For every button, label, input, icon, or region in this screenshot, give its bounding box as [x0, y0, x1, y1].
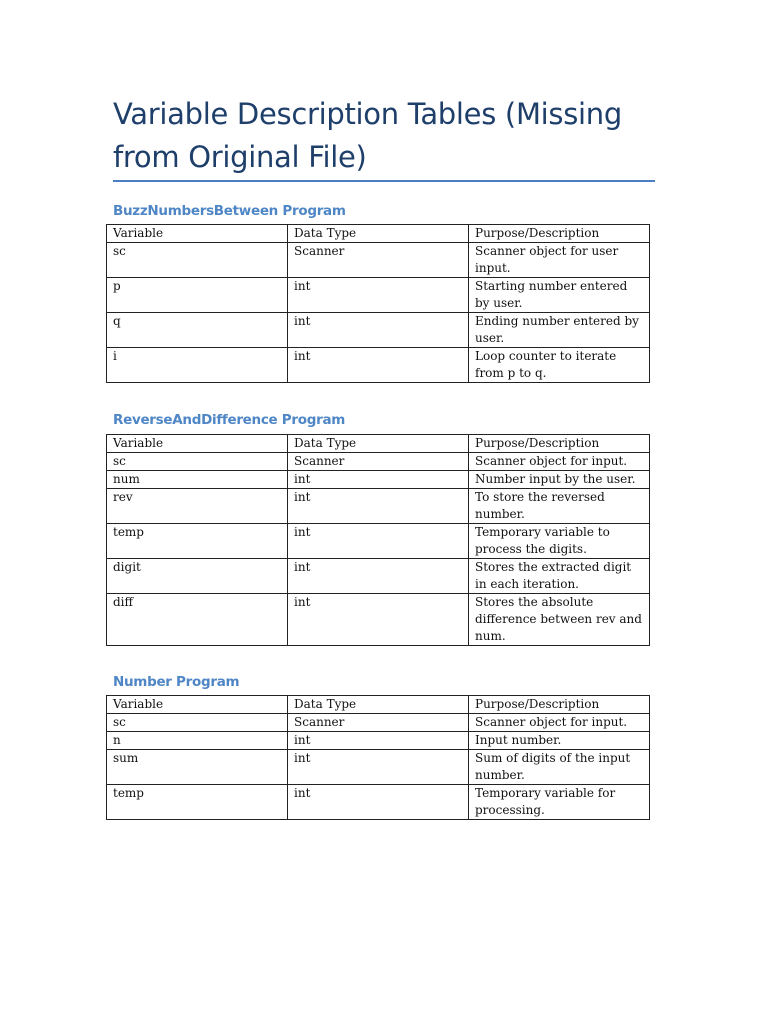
- section-heading-buzz: BuzzNumbersBetween Program: [113, 203, 346, 219]
- cell-variable: n: [107, 732, 288, 750]
- table-header-row: [107, 225, 650, 243]
- cell-data-type: Scanner: [288, 243, 469, 278]
- table-row: [107, 243, 650, 278]
- table-row: [107, 594, 650, 646]
- table-row: [107, 524, 650, 559]
- header-purpose: Purpose/Description: [469, 435, 650, 453]
- header-data-type: Data Type: [288, 696, 469, 714]
- header-variable: Variable: [107, 696, 288, 714]
- cell-purpose: To store the reversed number.: [469, 489, 650, 524]
- cell-variable: temp: [107, 524, 288, 559]
- variable-table-buzz: [106, 224, 650, 383]
- cell-data-type: int: [288, 313, 469, 348]
- table-header-row: [107, 696, 650, 714]
- table-row: [107, 313, 650, 348]
- cell-purpose: Stores the extracted digit in each iteration.: [469, 559, 650, 594]
- cell-data-type: int: [288, 594, 469, 646]
- table-header-row: [107, 435, 650, 453]
- table-row: [107, 732, 650, 750]
- cell-variable: q: [107, 313, 288, 348]
- cell-data-type: int: [288, 471, 469, 489]
- cell-variable: num: [107, 471, 288, 489]
- document-title: Variable Description Tables (Missing from Original File): [113, 97, 622, 174]
- cell-purpose: Number input by the user.: [469, 471, 650, 489]
- cell-purpose: Scanner object for input.: [469, 453, 650, 471]
- table-row: [107, 750, 650, 785]
- table-row: [107, 453, 650, 471]
- header-data-type: Data Type: [288, 435, 469, 453]
- cell-variable: digit: [107, 559, 288, 594]
- cell-purpose: Sum of digits of the input number.: [469, 750, 650, 785]
- cell-variable: diff: [107, 594, 288, 646]
- cell-data-type: int: [288, 559, 469, 594]
- cell-variable: temp: [107, 785, 288, 820]
- section-heading-number: Number Program: [113, 674, 240, 690]
- cell-data-type: int: [288, 489, 469, 524]
- cell-purpose: Loop counter to iterate from p to q.: [469, 348, 650, 383]
- cell-purpose: Starting number entered by user.: [469, 278, 650, 313]
- table-row: [107, 278, 650, 313]
- cell-variable: sc: [107, 714, 288, 732]
- cell-purpose: Input number.: [469, 732, 650, 750]
- table-row: [107, 785, 650, 820]
- cell-variable: p: [107, 278, 288, 313]
- table-row: [107, 714, 650, 732]
- variable-table-number: [106, 695, 650, 820]
- cell-data-type: int: [288, 278, 469, 313]
- table-row: [107, 348, 650, 383]
- cell-purpose: Scanner object for user input.: [469, 243, 650, 278]
- section-heading-reverse: ReverseAndDifference Program: [113, 412, 346, 428]
- variable-table-reverse: [106, 434, 650, 646]
- cell-purpose: Temporary variable for processing.: [469, 785, 650, 820]
- cell-purpose: Stores the absolute difference between rev and num.: [469, 594, 650, 646]
- table-row: [107, 489, 650, 524]
- title-underline: [113, 180, 655, 182]
- header-variable: Variable: [107, 225, 288, 243]
- cell-variable: i: [107, 348, 288, 383]
- header-purpose: Purpose/Description: [469, 696, 650, 714]
- cell-variable: sum: [107, 750, 288, 785]
- cell-variable: sc: [107, 453, 288, 471]
- cell-data-type: int: [288, 732, 469, 750]
- cell-variable: sc: [107, 243, 288, 278]
- cell-data-type: Scanner: [288, 714, 469, 732]
- header-data-type: Data Type: [288, 225, 469, 243]
- cell-purpose: Ending number entered by user.: [469, 313, 650, 348]
- cell-purpose: Scanner object for input.: [469, 714, 650, 732]
- header-variable: Variable: [107, 435, 288, 453]
- table-row: [107, 471, 650, 489]
- cell-purpose: Temporary variable to process the digits.: [469, 524, 650, 559]
- cell-data-type: int: [288, 750, 469, 785]
- cell-variable: rev: [107, 489, 288, 524]
- cell-data-type: int: [288, 348, 469, 383]
- table-row: [107, 559, 650, 594]
- cell-data-type: int: [288, 785, 469, 820]
- cell-data-type: Scanner: [288, 453, 469, 471]
- cell-data-type: int: [288, 524, 469, 559]
- header-purpose: Purpose/Description: [469, 225, 650, 243]
